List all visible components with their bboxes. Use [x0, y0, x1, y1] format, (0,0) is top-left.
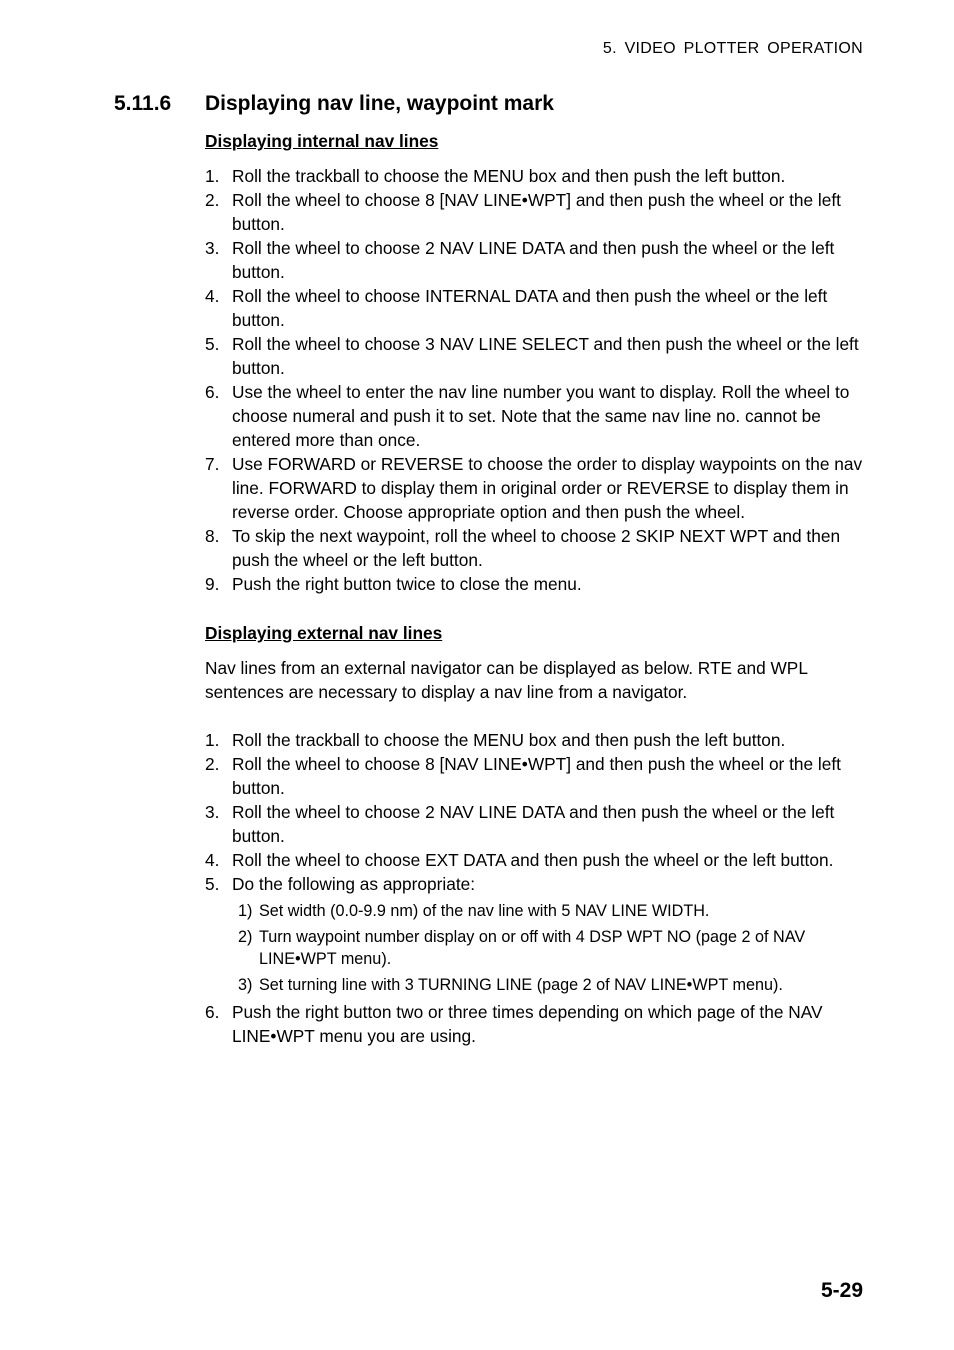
- step-number: 3.: [205, 802, 220, 822]
- external-heading: Displaying external nav lines: [205, 623, 443, 643]
- list-item: [205, 380, 865, 452]
- list-item: [205, 524, 865, 572]
- external-final-step: [205, 1000, 865, 1048]
- external-steps-list: [205, 728, 865, 896]
- step-number: 4.: [205, 286, 220, 306]
- internal-steps-list: [205, 164, 865, 596]
- list-item: [205, 752, 865, 800]
- step-number: 9.: [205, 574, 220, 594]
- step-text: Use the wheel to enter the nav line number you want to display. Roll the wheel to choose numeral and push it to set. Note that the same nav line no. cannot be entered more than once.: [232, 382, 850, 450]
- step-number: 1.: [205, 166, 220, 186]
- list-item: [238, 900, 865, 922]
- substep-text: Set width (0.0-9.9 nm) of the nav line with 5 NAV LINE WIDTH.: [259, 902, 710, 920]
- external-substeps-list: [205, 900, 865, 996]
- section-title-text: Displaying nav line, waypoint mark: [205, 92, 554, 115]
- list-item: [205, 572, 865, 596]
- list-item: [205, 848, 865, 872]
- step-text: Roll the wheel to choose INTERNAL DATA and then push the wheel or the left button.: [232, 286, 828, 330]
- substep-text: Set turning line with 3 TURNING LINE (page 2 of NAV LINE•WPT menu).: [259, 976, 783, 994]
- step-number: 6.: [205, 382, 220, 402]
- step-text: Roll the trackball to choose the MENU box and then push the left button.: [232, 730, 786, 750]
- substep-number: 1): [238, 902, 253, 920]
- list-item: [238, 926, 865, 970]
- substep-text: Turn waypoint number display on or off with 4 DSP WPT NO (page 2 of NAV LINE•WPT menu).: [259, 928, 806, 968]
- step-number: 7.: [205, 454, 220, 474]
- step-text: Roll the wheel to choose 2 NAV LINE DATA and then push the wheel or the left button.: [232, 238, 835, 282]
- section-title: [114, 92, 554, 116]
- step-text: To skip the next waypoint, roll the wheel to choose 2 SKIP NEXT WPT and then push the wheel or the left button.: [232, 526, 841, 570]
- list-item: [205, 452, 865, 524]
- step-number: 5.: [205, 874, 220, 894]
- step-text: Roll the wheel to choose 2 NAV LINE DATA and then push the wheel or the left button.: [232, 802, 835, 846]
- step-number: 8.: [205, 526, 220, 546]
- substep-number: 2): [238, 928, 253, 946]
- list-item: [205, 332, 865, 380]
- list-item: [205, 188, 865, 236]
- step-text: Do the following as appropriate:: [232, 874, 476, 894]
- step-number: 2.: [205, 190, 220, 210]
- step-text: Roll the wheel to choose EXT DATA and then push the wheel or the left button.: [232, 850, 834, 870]
- step-text: Push the right button two or three times depending on which page of the NAV LINE•WPT menu you are using.: [232, 1002, 823, 1046]
- list-item: [205, 872, 865, 896]
- list-item: [205, 800, 865, 848]
- step-text: Roll the wheel to choose 8 [NAV LINE•WPT] and then push the wheel or the left button.: [232, 754, 841, 798]
- step-text: Push the right button twice to close the menu.: [232, 574, 582, 594]
- page-content: [205, 129, 865, 1048]
- step-number: 2.: [205, 754, 220, 774]
- step-text: Roll the wheel to choose 8 [NAV LINE•WPT] and then push the wheel or the left button.: [232, 190, 841, 234]
- step-text: Roll the trackball to choose the MENU box and then push the left button.: [232, 166, 786, 186]
- step-number: 4.: [205, 850, 220, 870]
- list-item: [205, 728, 865, 752]
- external-intro: Nav lines from an external navigator can be displayed as below. RTE and WPL sentences are necessary to display a nav line from a navigator.: [205, 658, 808, 702]
- list-item: [205, 236, 865, 284]
- running-header: 5. VIDEO PLOTTER OPERATION: [602, 40, 863, 57]
- list-item: [205, 284, 865, 332]
- step-text: Roll the wheel to choose 3 NAV LINE SELECT and then push the wheel or the left button.: [232, 334, 859, 378]
- step-number: 6.: [205, 1002, 220, 1022]
- step-text: Use FORWARD or REVERSE to choose the order to display waypoints on the nav line. FORWARD to display them in original order or REVERSE to display them in reverse order. Choose appropriate option and then push the wheel.: [232, 454, 863, 522]
- list-item: [205, 164, 865, 188]
- internal-heading: Displaying internal nav lines: [205, 131, 439, 151]
- page-number: 5-29: [820, 1279, 863, 1302]
- list-item: [238, 974, 865, 996]
- section-number: 5.11.6: [114, 92, 172, 115]
- substep-number: 3): [238, 976, 253, 994]
- step-number: 3.: [205, 238, 220, 258]
- list-item: [205, 1000, 865, 1048]
- step-number: 5.: [205, 334, 220, 354]
- step-number: 1.: [205, 730, 220, 750]
